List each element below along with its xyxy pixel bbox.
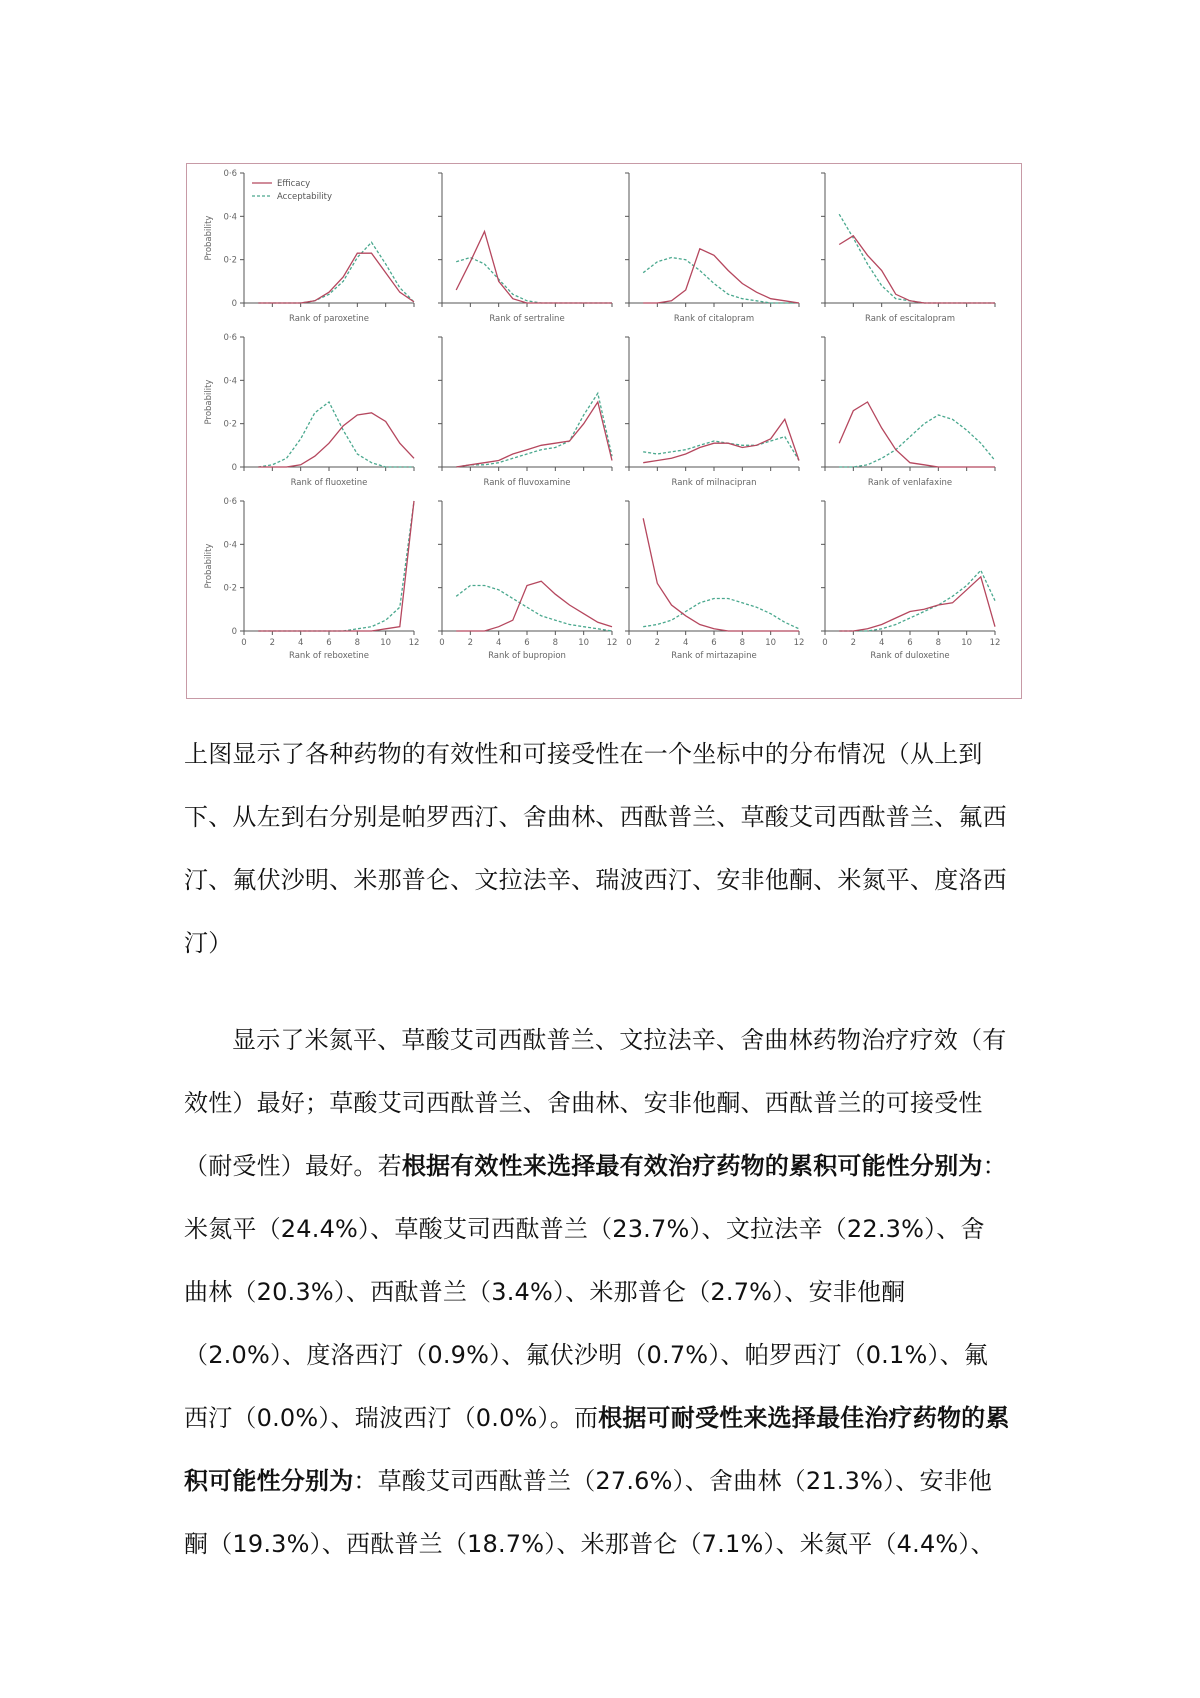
summary-line-5: 曲林（20.3%）、西酞普兰（3.4%）、米那普仑（2.7%）、安非他酮 [184, 1278, 906, 1306]
x-axis-label: Rank of sertraline [489, 314, 565, 324]
x-tick-label: 12 [606, 638, 618, 648]
x-tick-label: 8 [935, 638, 942, 648]
x-axis-label: Rank of milnacipran [671, 478, 757, 488]
efficacy-line [839, 577, 995, 631]
caption-line-4: 汀） [184, 929, 233, 957]
y-tick-label: 0·6 [223, 333, 237, 343]
y-axis-label: Probability [204, 215, 214, 261]
acceptability-line [258, 242, 414, 303]
x-tick-label: 4 [495, 638, 502, 648]
chart-grid [187, 164, 1023, 700]
x-tick-label: 0 [822, 638, 828, 648]
summary-line-2: 效性）最好；草酸艾司西酞普兰、舍曲林、安非他酮、西酞普兰的可接受性 [184, 1089, 983, 1117]
x-axis-label: Rank of duloxetine [870, 651, 950, 661]
y-tick-label: 0·2 [223, 255, 237, 266]
x-tick-label: 4 [878, 638, 885, 648]
caption-line-1: 上图显示了各种药物的有效性和可接受性在一个坐标中的分布情况（从上到 [184, 740, 983, 768]
summary-line-1: 显示了米氮平、草酸艾司西酞普兰、文拉法辛、舍曲林药物治疗疗效（有 [232, 1026, 1007, 1054]
x-tick-label: 6 [711, 638, 717, 648]
x-tick-label: 8 [739, 638, 746, 648]
x-tick-label: 4 [682, 638, 689, 648]
y-tick-label: 0·2 [223, 583, 237, 594]
summary-paragraph [184, 1009, 1034, 1576]
x-axis-label: Rank of reboxetine [288, 651, 370, 661]
x-tick-label: 12 [408, 638, 420, 648]
x-tick-label: 4 [297, 638, 304, 648]
x-tick-label: 10 [961, 638, 973, 648]
summary-line-7 [184, 1387, 1034, 1450]
x-tick-label: 10 [765, 638, 777, 648]
x-tick-label: 10 [380, 638, 392, 648]
acceptability-line [456, 393, 612, 467]
x-tick-label: 6 [326, 638, 332, 648]
efficacy-line [258, 501, 414, 631]
acceptability-line [643, 437, 799, 461]
efficacy-line [839, 402, 995, 467]
summary-line-3 [184, 1135, 1034, 1198]
legend-acceptability-label: Acceptability [277, 192, 333, 202]
y-tick-label: 0 [231, 463, 237, 473]
x-tick-label: 2 [269, 638, 276, 648]
x-axis-label: Rank of citalopram [673, 314, 755, 324]
x-tick-label: 2 [654, 638, 661, 648]
summary-line-3a: （耐受性）最好。若 [184, 1152, 402, 1180]
summary-line-4: 米氮平（24.4%）、草酸艾司西酞普兰（23.7%）、文拉法辛（22.3%）、舍 [184, 1215, 985, 1243]
acceptability-line [643, 258, 799, 304]
y-tick-label: 0 [231, 627, 237, 637]
x-axis-label: Rank of bupropion [488, 651, 566, 661]
x-tick-label: 12 [793, 638, 805, 648]
acceptability-line [456, 258, 612, 304]
y-tick-label: 0·6 [223, 169, 237, 179]
x-axis-label: Rank of venlafaxine [867, 478, 953, 488]
x-axis-label: Rank of paroxetine [289, 314, 369, 324]
x-tick-label: 2 [850, 638, 857, 648]
efficacy-line [643, 249, 799, 303]
x-tick-label: 6 [907, 638, 913, 648]
acceptability-line [643, 599, 799, 629]
y-tick-label: 0·2 [223, 419, 237, 430]
x-tick-label: 0 [241, 638, 247, 648]
efficacy-heading: 根据有效性来选择最有效治疗药物的累积可能性分别为 [401, 1152, 983, 1180]
efficacy-line [456, 402, 612, 467]
y-axis-label: Probability [204, 543, 214, 589]
caption-line-3: 汀、氟伏沙明、米那普仑、文拉法辛、瑞波西汀、安非他酮、米氮平、度洛西 [184, 866, 1007, 894]
figure-frame [186, 163, 1022, 699]
summary-line-9: 酮（19.3%）、西酞普兰（18.7%）、米那普仑（7.1%）、米氮平（4.4%）、 [184, 1530, 995, 1558]
y-tick-label: 0 [231, 299, 237, 309]
efficacy-line [839, 236, 995, 303]
x-axis-label: Rank of mirtazapine [671, 651, 757, 661]
x-tick-label: 2 [467, 638, 474, 648]
y-axis-label: Probability [204, 379, 214, 425]
x-tick-label: 0 [439, 638, 445, 648]
x-tick-label: 8 [354, 638, 361, 648]
x-tick-label: 0 [626, 638, 632, 648]
y-tick-label: 0·6 [223, 497, 237, 507]
acceptability-line [839, 214, 995, 303]
caption-paragraph [184, 723, 1034, 975]
x-axis-label: Rank of fluvoxamine [483, 478, 571, 488]
legend-efficacy-label: Efficacy [277, 179, 311, 189]
acceptability-line [456, 586, 612, 632]
y-tick-label: 0·4 [223, 540, 237, 551]
x-tick-label: 8 [552, 638, 559, 648]
efficacy-line [258, 253, 414, 303]
efficacy-line [643, 518, 799, 631]
summary-line-7a: 西汀（0.0%）、瑞波西汀（0.0%）。而 [184, 1404, 599, 1432]
x-axis-label: Rank of escitalopram [864, 314, 956, 324]
efficacy-line [456, 581, 612, 631]
acceptability-line [839, 415, 995, 467]
x-tick-label: 12 [989, 638, 1001, 648]
acceptability-heading-cont: 积可能性分别为 [184, 1467, 354, 1495]
summary-line-3c: ： [982, 1152, 1007, 1180]
summary-line-8 [184, 1450, 1034, 1513]
summary-line-6: （2.0%）、度洛西汀（0.9%）、氟伏沙明（0.7%）、帕罗西汀（0.1%）、氟 [184, 1341, 989, 1369]
x-tick-label: 6 [524, 638, 530, 648]
acceptability-line [258, 501, 414, 631]
caption-line-2: 下、从左到右分别是帕罗西汀、舍曲林、西酞普兰、草酸艾司西酞普兰、氟西 [184, 803, 1007, 831]
y-tick-label: 0·4 [223, 376, 237, 387]
summary-line-8b: ：草酸艾司西酞普兰（27.6%）、舍曲林（21.3%）、安非他 [353, 1467, 993, 1495]
x-tick-label: 10 [578, 638, 590, 648]
x-axis-label: Rank of fluoxetine [290, 478, 368, 488]
acceptability-heading: 根据可耐受性来选择最佳治疗药物的累 [598, 1404, 1010, 1432]
efficacy-line [456, 232, 612, 304]
efficacy-line [258, 413, 414, 467]
efficacy-line [643, 419, 799, 462]
y-tick-label: 0·4 [223, 212, 237, 223]
acceptability-line [839, 570, 995, 631]
